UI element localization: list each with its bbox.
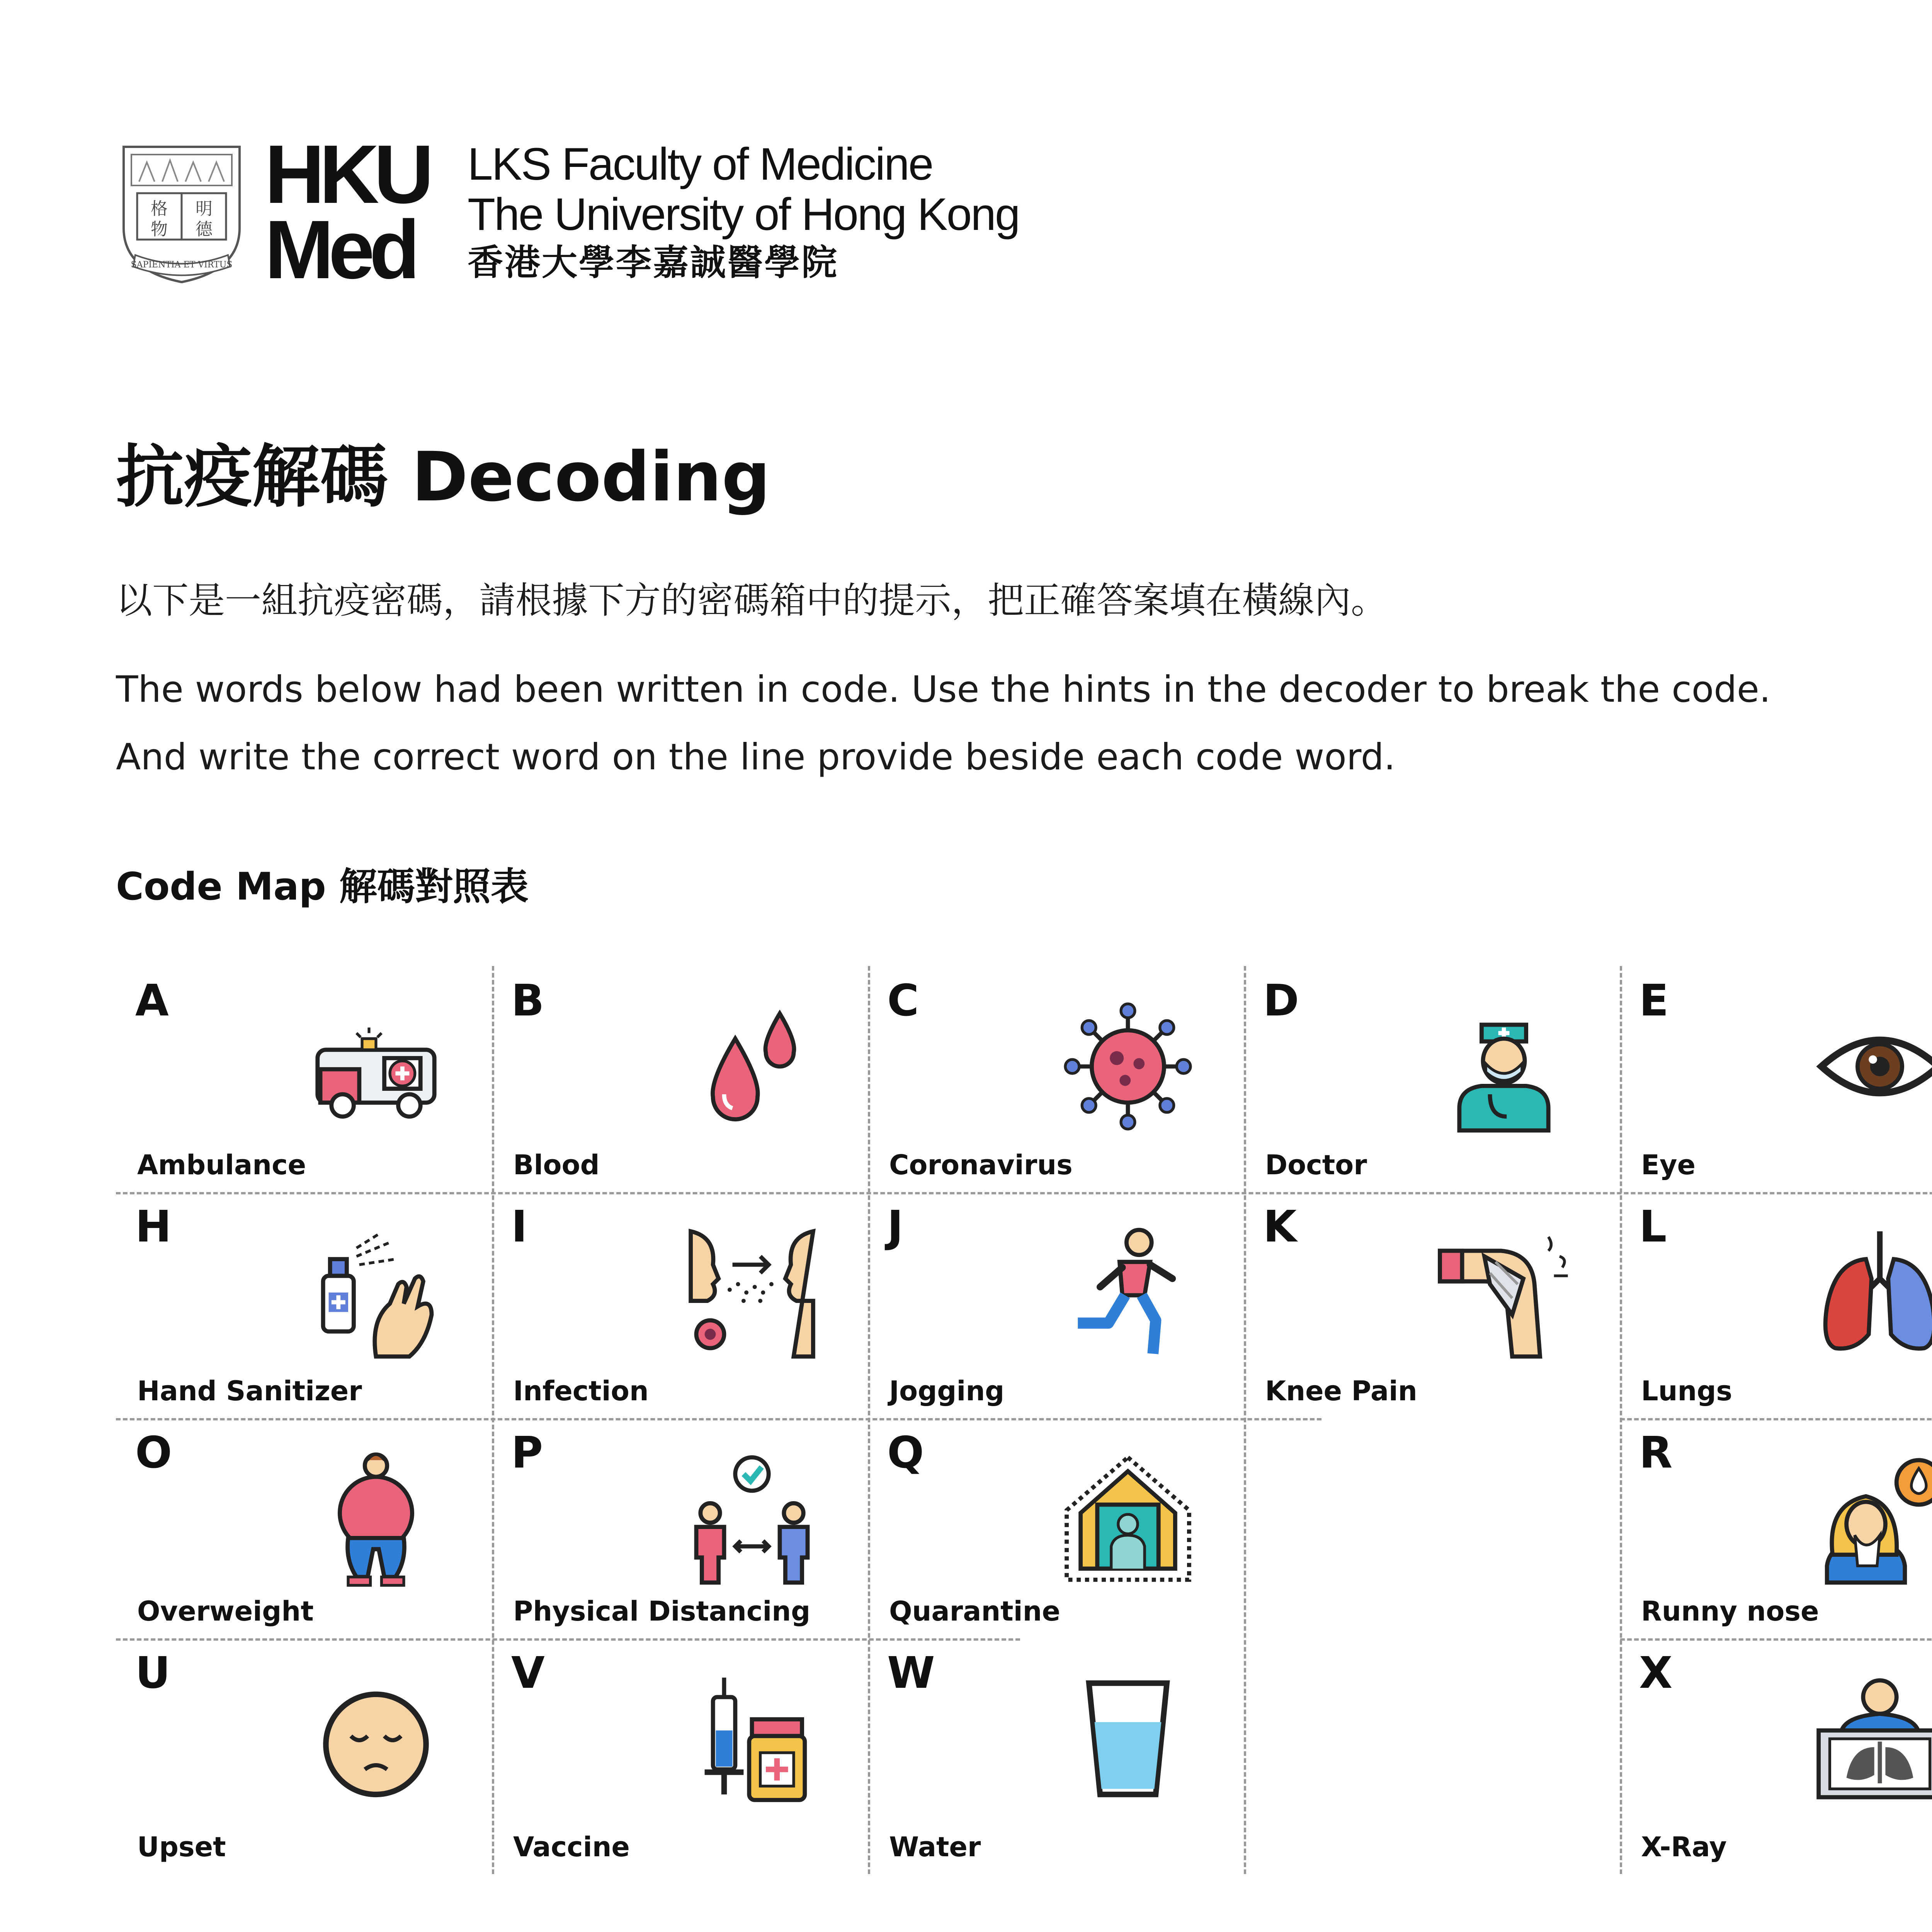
- upset-face-icon: [306, 1669, 446, 1808]
- code-cell-w: [868, 1638, 1244, 1874]
- lungs-icon: [1810, 1223, 1932, 1362]
- physical-distancing-icon: [682, 1449, 821, 1588]
- code-map-grid: [116, 966, 1932, 1874]
- code-cell-b: [492, 966, 868, 1192]
- code-cell-e: [1620, 966, 1932, 1192]
- code-letter: D: [1263, 976, 1299, 1026]
- svg-text:格: 格: [151, 199, 168, 219]
- code-cell-x: [1620, 1638, 1932, 1874]
- water-glass-icon: [1058, 1669, 1197, 1808]
- blood-drop-icon: [682, 997, 821, 1136]
- code-letter: O: [135, 1428, 172, 1478]
- code-label: Ambulance: [137, 1149, 306, 1181]
- code-cell-o: [116, 1418, 492, 1638]
- code-letter: C: [887, 976, 919, 1026]
- header: [116, 135, 1159, 286]
- infection-icon: [682, 1223, 821, 1362]
- code-letter: U: [135, 1648, 170, 1698]
- code-label: Runny nose: [1641, 1595, 1819, 1627]
- code-label: Infection: [513, 1375, 649, 1407]
- code-label: Jogging: [889, 1375, 1005, 1407]
- university-name-line: The University of Hong Kong: [468, 189, 1019, 240]
- code-cell-j: [868, 1192, 1244, 1418]
- code-cell-a: [116, 966, 492, 1192]
- svg-text:明: 明: [196, 199, 213, 219]
- quarantine-icon: [1058, 1449, 1197, 1588]
- xray-icon: [1810, 1669, 1932, 1808]
- runny-nose-icon: [1810, 1449, 1932, 1588]
- code-cell-d: [1244, 966, 1620, 1192]
- code-letter: B: [511, 976, 544, 1026]
- code-letter: X: [1639, 1648, 1673, 1698]
- code-label: Vaccine: [513, 1831, 630, 1863]
- code-label: Lungs: [1641, 1375, 1733, 1407]
- faculty-name-line: LKS Faculty of Medicine: [468, 139, 933, 190]
- hku-med-wordmark: [265, 135, 466, 286]
- code-letter: K: [1263, 1202, 1297, 1252]
- code-letter: V: [511, 1648, 545, 1698]
- code-cell-l: [1620, 1192, 1932, 1418]
- code-label: Upset: [137, 1831, 226, 1863]
- code-letter: I: [511, 1202, 527, 1252]
- code-letter: A: [135, 976, 169, 1026]
- svg-text:德: 德: [196, 219, 213, 239]
- faculty-chinese-name-line: 香港大學李嘉誠醫學院: [468, 243, 839, 282]
- code-letter: P: [511, 1428, 543, 1478]
- svg-text:HKU: HKU: [265, 135, 429, 221]
- code-label: Coronavirus: [889, 1149, 1073, 1181]
- code-letter: H: [135, 1202, 172, 1252]
- vaccine-icon: [682, 1669, 821, 1808]
- hand-sanitizer-icon: [306, 1223, 446, 1362]
- hku-crest-logo: [116, 139, 247, 286]
- code-label: Overweight: [137, 1595, 314, 1627]
- code-label: Knee Pain: [1265, 1375, 1417, 1407]
- code-label: Blood: [513, 1149, 600, 1181]
- svg-text:物: 物: [151, 219, 168, 239]
- instructions-chinese: 以下是一組抗疫密碼，請根據下方的密碼箱中的提示，把正確答案填在橫線內。: [116, 580, 1388, 622]
- code-letter: Q: [887, 1428, 924, 1478]
- code-letter: R: [1639, 1428, 1673, 1478]
- overweight-icon: [306, 1449, 446, 1588]
- code-cell-r: [1620, 1418, 1932, 1638]
- doctor-icon: [1434, 997, 1573, 1136]
- code-label: Eye: [1641, 1149, 1696, 1181]
- code-cell-v: [492, 1638, 868, 1874]
- code-label: Doctor: [1265, 1149, 1367, 1181]
- code-label: Hand Sanitizer: [137, 1375, 362, 1407]
- code-cell-q: [868, 1418, 1244, 1638]
- code-letter: J: [887, 1202, 903, 1252]
- code-cell-p: [492, 1418, 868, 1638]
- svg-text:Med: Med: [265, 203, 415, 286]
- code-label: X-Ray: [1641, 1831, 1727, 1863]
- code-letter: E: [1639, 976, 1669, 1026]
- jogging-icon: [1058, 1223, 1197, 1362]
- code-label: Water: [889, 1831, 981, 1863]
- page-title: 抗疫解碼 Decoding: [116, 437, 770, 517]
- ambulance-icon: [306, 997, 446, 1136]
- instructions-english-line-1: The words below had been written in code. Use the hints in the decoder to break the code.: [116, 668, 1771, 711]
- code-label: Quarantine: [889, 1595, 1060, 1627]
- code-cell-i: [492, 1192, 868, 1418]
- code-letter: W: [887, 1648, 935, 1698]
- faculty-name-block: [468, 139, 1019, 286]
- knee-pain-icon: [1434, 1223, 1573, 1362]
- code-cell-h: [116, 1192, 492, 1418]
- code-cell-c: [868, 966, 1244, 1192]
- eye-icon: [1810, 997, 1932, 1136]
- svg-text:SAPIENTIA ET VIRTUS: SAPIENTIA ET VIRTUS: [131, 260, 233, 270]
- code-cell-k: [1244, 1192, 1620, 1418]
- code-map-heading: Code Map 解碼對照表: [116, 865, 529, 909]
- instructions-english-line-2: And write the correct word on the line provide beside each code word.: [116, 736, 1396, 778]
- code-label: Physical Distancing: [513, 1595, 811, 1627]
- coronavirus-icon: [1058, 997, 1197, 1136]
- code-cell-u: [116, 1638, 492, 1874]
- code-letter: L: [1639, 1202, 1667, 1252]
